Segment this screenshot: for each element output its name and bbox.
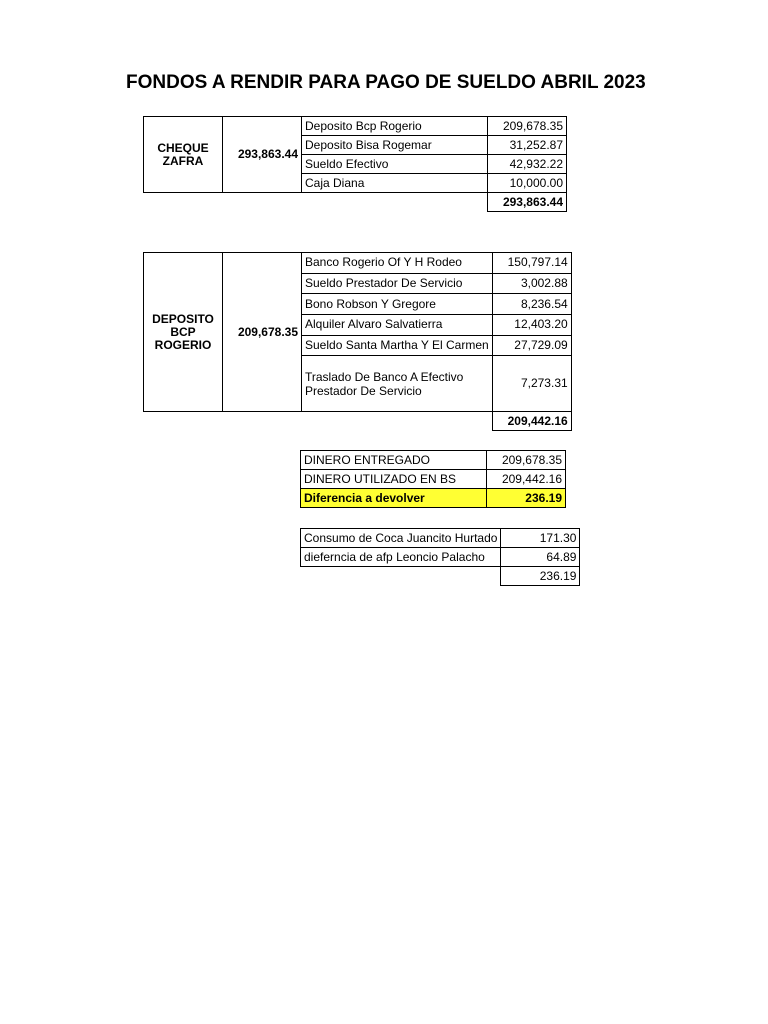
item-desc: Sueldo Prestador De Servicio <box>302 273 493 294</box>
item-value: 3,002.88 <box>492 273 571 294</box>
item-value: 7,273.31 <box>492 356 571 412</box>
cheque-zafra-label: CHEQUE ZAFRA <box>144 117 223 193</box>
deposito-bcp-total: 209,442.16 <box>492 412 571 431</box>
deposito-bcp-table <box>143 252 572 431</box>
summary-table <box>300 450 566 508</box>
page-title: FONDOS A RENDIR PARA PAGO DE SUELDO ABRIL 2023 <box>126 72 646 93</box>
item-value: 31,252.87 <box>488 136 567 155</box>
item-value: 12,403.20 <box>492 315 571 336</box>
summary-value: 209,678.35 <box>487 451 566 470</box>
empty-cell <box>223 412 302 431</box>
breakdown-desc: Consumo de Coca Juancito Hurtado <box>301 529 501 548</box>
item-desc: Caja Diana <box>302 174 488 193</box>
empty-cell <box>302 193 488 212</box>
empty-cell <box>223 193 302 212</box>
item-desc: Sueldo Santa Martha Y El Carmen <box>302 335 493 356</box>
cheque-zafra-total: 293,863.44 <box>488 193 567 212</box>
empty-cell <box>144 193 223 212</box>
cheque-zafra-amount: 293,863.44 <box>223 117 302 193</box>
cheque-zafra-table <box>143 116 567 212</box>
breakdown-total: 236.19 <box>501 567 580 586</box>
item-desc: Deposito Bisa Rogemar <box>302 136 488 155</box>
item-desc: Traslado De Banco A Efectivo Prestador De Servicio <box>302 356 493 412</box>
item-value: 8,236.54 <box>492 294 571 315</box>
item-value: 10,000.00 <box>488 174 567 193</box>
breakdown-desc: dieferncia de afp Leoncio Palacho <box>301 548 501 567</box>
item-value: 150,797.14 <box>492 253 571 274</box>
deposito-bcp-amount: 209,678.35 <box>223 253 302 412</box>
item-desc: Sueldo Efectivo <box>302 155 488 174</box>
breakdown-value: 171.30 <box>501 529 580 548</box>
item-desc: Deposito Bcp Rogerio <box>302 117 488 136</box>
item-value: 42,932.22 <box>488 155 567 174</box>
item-desc: Bono Robson Y Gregore <box>302 294 493 315</box>
difference-breakdown-table <box>300 528 580 586</box>
summary-desc: DINERO ENTREGADO <box>301 451 487 470</box>
summary-value: 209,442.16 <box>487 470 566 489</box>
difference-value: 236.19 <box>487 489 566 508</box>
item-desc: Banco Rogerio Of Y H Rodeo <box>302 253 493 274</box>
difference-label: Diferencia a devolver <box>301 489 487 508</box>
summary-desc: DINERO UTILIZADO EN BS <box>301 470 487 489</box>
empty-cell <box>302 412 493 431</box>
item-value: 209,678.35 <box>488 117 567 136</box>
breakdown-value: 64.89 <box>501 548 580 567</box>
item-value: 27,729.09 <box>492 335 571 356</box>
empty-cell <box>301 567 501 586</box>
empty-cell <box>144 412 223 431</box>
item-desc: Alquiler Alvaro Salvatierra <box>302 315 493 336</box>
deposito-bcp-label: DEPOSITO BCP ROGERIO <box>144 253 223 412</box>
